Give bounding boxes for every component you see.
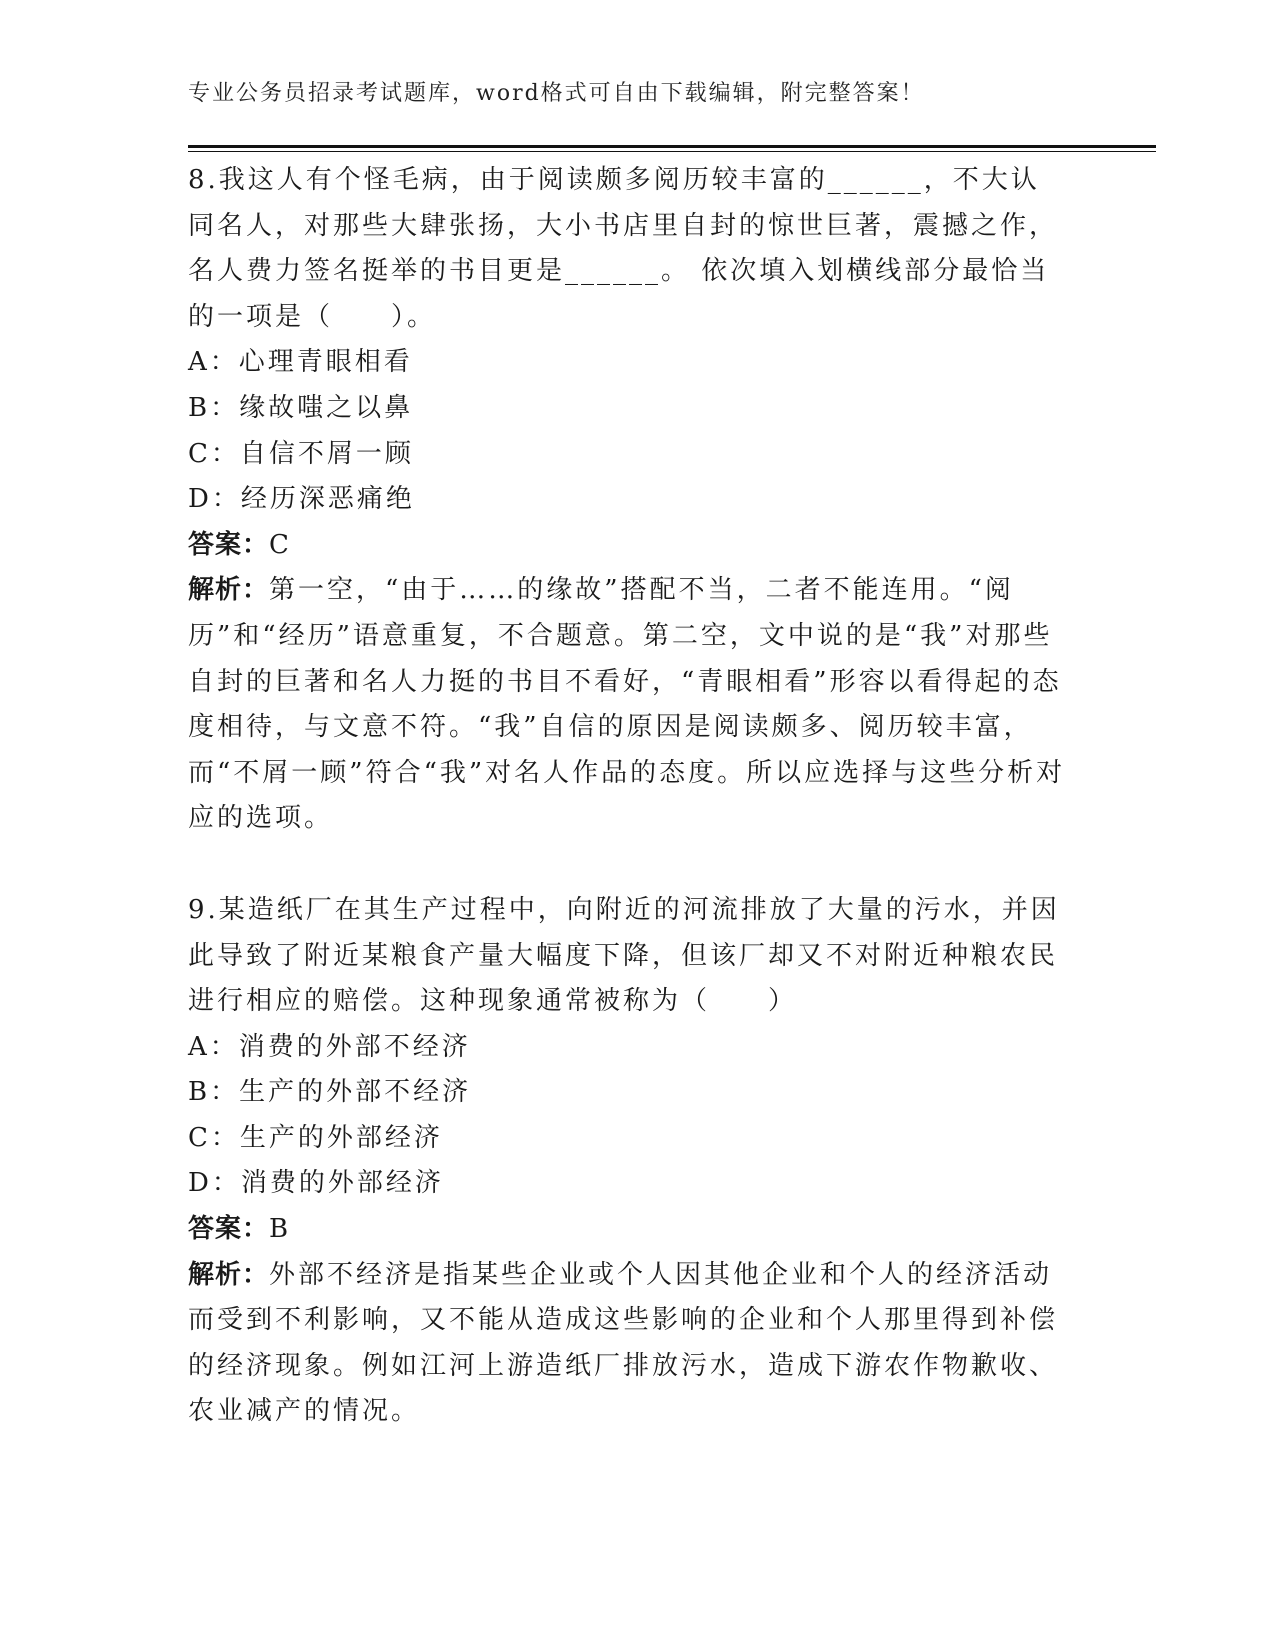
question-block — [188, 888, 1068, 1435]
answer-line — [188, 523, 1068, 569]
analysis-paragraph — [188, 568, 1068, 842]
question-stem: 8.我这人有个怪毛病，由于阅读颇多阅历较丰富的______，不大认同名人，对那些大肆张扬，大小书店里自封的惊世巨著，震撼之作，名人费力签名挺举的书目更是______。 依次填入划横线部分最恰当的一项是（ ）。 — [188, 165, 1059, 332]
analysis-text: 外部不经济是指某些企业或个人因其他企业和个人的经济活动而受到不利影响，又不能从造成这些影响的企业和个人那里得到补偿的经济现象。例如江河上游造纸厂排放污水，造成下游农作物歉收、农业减产的情况。 — [188, 1259, 1059, 1427]
question-content — [188, 158, 1068, 1435]
header-rule-thick — [188, 145, 1156, 148]
answer-line — [188, 1207, 1068, 1253]
analysis-paragraph — [188, 1253, 1068, 1435]
option-d: D：经历深恶痛绝 — [188, 484, 415, 515]
question-stem: 9.某造纸厂在其生产过程中，向附近的河流排放了大量的污水，并因此导致了附近某粮食产量大幅度下降，但该厂却又不对附近种粮农民进行相应的赔偿。这种现象通常被称为（ ） — [188, 894, 1060, 1017]
option-b: B：缘故嗤之以鼻 — [188, 392, 414, 423]
header-rule-thin — [188, 151, 1156, 152]
option-c: C：自信不屑一顾 — [188, 438, 414, 469]
page-header: 专业公务员招录考试题库，word格式可自由下载编辑，附完整答案！ — [188, 81, 925, 106]
option-d: D：消费的外部经济 — [188, 1168, 444, 1199]
answer-label: 答案： — [188, 1214, 270, 1245]
answer-value: B — [269, 1214, 292, 1245]
analysis-label: 解析： — [188, 575, 270, 606]
answer-label: 答案： — [188, 529, 270, 560]
question-block — [188, 158, 1068, 842]
option-a: A：消费的外部不经济 — [188, 1031, 471, 1062]
option-a: A：心理青眼相看 — [188, 347, 413, 378]
question-spacer — [188, 842, 1068, 888]
option-b: B：生产的外部不经济 — [188, 1077, 472, 1108]
answer-value: C — [269, 529, 292, 560]
analysis-label: 解析： — [188, 1259, 270, 1290]
analysis-text: 第一空，“由于……的缘故”搭配不当，二者不能连用。“阅历”和“经历”语意重复，不合题意。第二空，文中说的是“我”对那些自封的巨著和名人力挺的书目不看好，“青眼相看”形容以看得起的态度相待，与文意不符。“我”自信的原因是阅读颇多、阅历较丰富，而“不屑一顾”符合“我”对名人作品的态度。所以应选择与这些分析对应的选项。 — [188, 575, 1066, 834]
option-c: C：生产的外部经济 — [188, 1122, 443, 1153]
